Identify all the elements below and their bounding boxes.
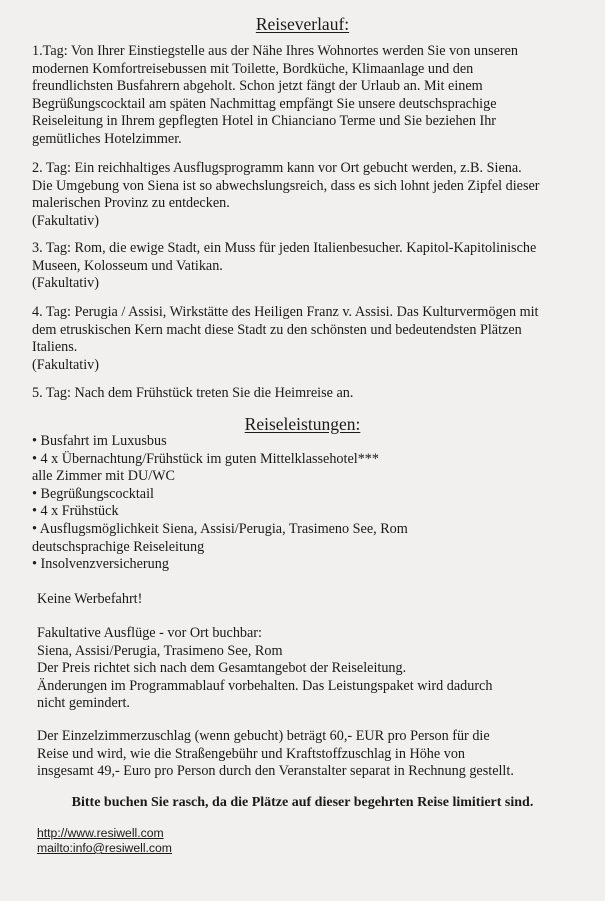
day-2-paragraph (32, 160, 592, 230)
text-line: Fakultative Ausflüge - vor Ort buchbar: (37, 625, 262, 641)
itinerary-heading: Reiseverlauf: (255, 14, 350, 34)
text-line: 2. Tag: Ein reichhaltiges Ausflugsprogramm kann vor Ort gebucht werden, z.B. Siena. (32, 160, 522, 176)
text-line: Der Preis richtet sich nach dem Gesamtangebot der Reiseleitung. (37, 660, 407, 677)
day-4-paragraph (32, 304, 592, 374)
text-line: gemütliches Hotelzimmer. (32, 130, 182, 147)
service-item: • Insolvenzversicherung (32, 556, 169, 573)
text-line: Reise und wird, wie die Straßengebühr und Kraftstoffzuschlag in Höhe von (37, 745, 466, 762)
text-line: Begrüßungscocktail am späten Nachmittag empfängt Sie unsere deutschsprachige (32, 95, 497, 112)
text-line: (Fakultativ) (32, 275, 99, 292)
text-line: Keine Werbefahrt! (37, 591, 143, 607)
surcharge-paragraph (37, 728, 597, 781)
website-link[interactable]: http://www.resiwell.com (37, 826, 164, 840)
services-heading: Reiseleistungen: (244, 414, 361, 434)
service-item: alle Zimmer mit DU/WC (32, 468, 176, 485)
booking-call-to-action: Bitte buchen Sie rasch, da die Plätze auf dieser begehrten Reise limitiert sind. (71, 795, 534, 810)
day-1-paragraph (32, 43, 592, 149)
text-line: malerischen Provinz zu entdecken. (32, 195, 230, 212)
text-line: Italiens. (32, 339, 78, 356)
service-item: • Begrüßungscocktail (32, 485, 154, 502)
text-line: (Fakultativ) (32, 356, 99, 373)
service-item: • 4 x Übernachtung/Frühstück im guten Mittelklassehotel*** (32, 450, 379, 467)
text-line: insgesamt 49,- Euro pro Person durch den Veranstalter separat in Rechnung gestellt. (37, 763, 514, 780)
day-3-paragraph (32, 240, 592, 293)
text-line: 5. Tag: Nach dem Frühstück treten Sie die Heimreise an. (32, 385, 354, 401)
text-line: nicht gemindert. (37, 695, 130, 712)
text-line: freundlichsten Busfahrern abgeholt. Schon jetzt fängt der Urlaub an. Mit einem (32, 78, 483, 95)
text-line: Reiseleitung in Ihrem gepflegten Hotel in Chianciano Terme und Sie beziehen Ihr (32, 113, 497, 130)
service-item: deutschsprachige Reiseleitung (32, 538, 205, 555)
optional-excursions (37, 625, 597, 713)
service-item: • 4 x Frühstück (32, 503, 119, 520)
text-line: 1.Tag: Von Ihrer Einstiegstelle aus der Nähe Ihres Wohnortes werden Sie von unseren (32, 43, 519, 59)
text-line: 4. Tag: Perugia / Assisi, Wirkstätte des Heiligen Franz v. Assisi. Das Kulturvermögen mit (32, 304, 539, 320)
text-line: Siena, Assisi/Perugia, Trasimeno See, Rom (37, 642, 283, 659)
email-link[interactable]: mailto:info@resiwell.com (37, 841, 172, 855)
text-line: dem etruskischen Kern macht diese Stadt zu den schönsten und bedeutendsten Plätzen (32, 321, 522, 338)
day-5-paragraph (32, 385, 592, 403)
no-promo-notice (37, 591, 597, 609)
text-line: 3. Tag: Rom, die ewige Stadt, ein Muss für jeden Italienbesucher. Kapitol-Kapitolinische (32, 240, 537, 256)
services-list (32, 433, 592, 574)
text-line: Museen, Kolosseum und Vatikan. (32, 257, 223, 274)
text-line: (Fakultativ) (32, 212, 99, 229)
text-line: Änderungen im Programmablauf vorbehalten. Das Leistungspaket wird dadurch (37, 677, 493, 694)
text-line: Der Einzelzimmerzuschlag (wenn gebucht) beträgt 60,- EUR pro Person für die (37, 728, 490, 744)
service-item: • Busfahrt im Luxusbus (32, 433, 167, 449)
service-item: • Ausflugsmöglichkeit Siena, Assisi/Perugia, Trasimeno See, Rom (32, 520, 408, 537)
text-line: Die Umgebung von Siena ist so abwechslungsreich, dass es sich lohnt jeden Zipfel dieser (32, 177, 540, 194)
text-line: modernen Komfortreisebussen mit Toilette, Bordküche, Klimaanlage und den (32, 60, 474, 77)
